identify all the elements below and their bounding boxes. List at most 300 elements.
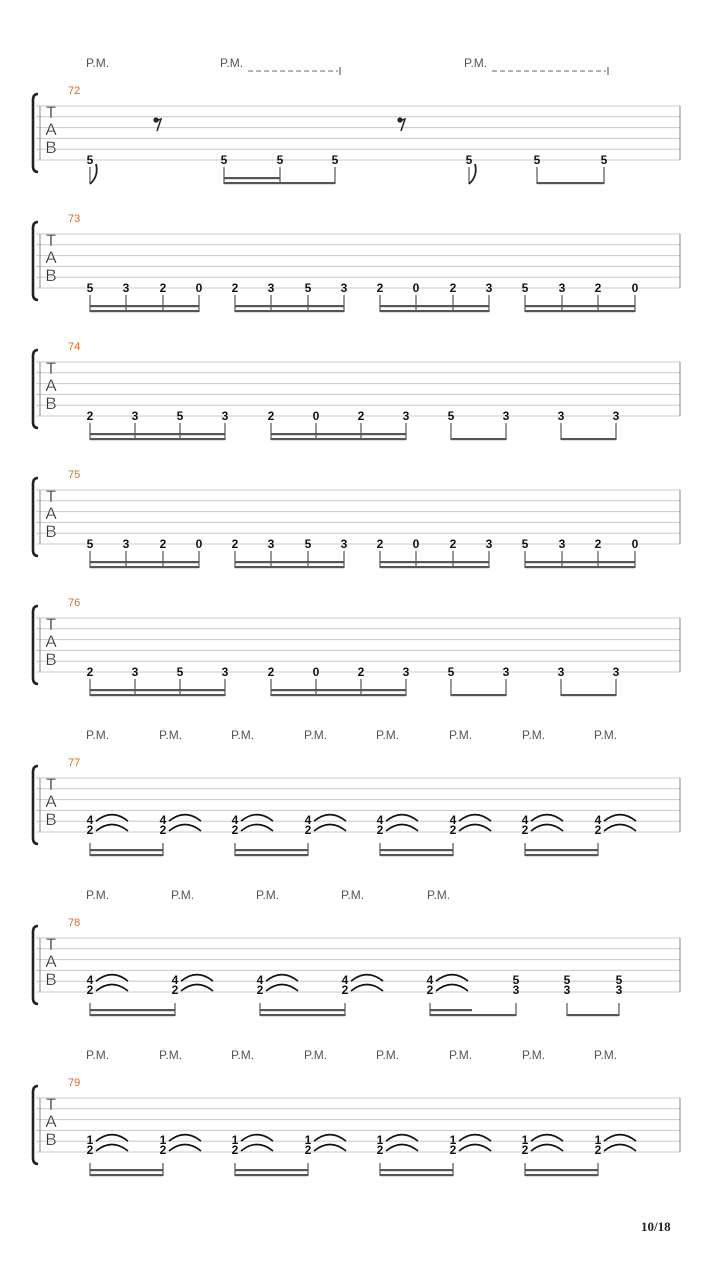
chord-fret-upper: 4 xyxy=(426,973,434,988)
beam-secondary xyxy=(271,433,406,435)
tie-arc-lower xyxy=(241,1145,273,1152)
measure-number: 72 xyxy=(68,85,81,97)
palm-mute-label: P.M. xyxy=(341,888,365,902)
note-flag xyxy=(469,164,476,184)
tie-arc-upper xyxy=(386,815,418,822)
fret-number: 0 xyxy=(312,409,320,423)
beam-primary xyxy=(90,1174,163,1176)
tie-arc-lower xyxy=(386,825,418,832)
beam-primary xyxy=(271,694,406,696)
beam-primary xyxy=(271,438,406,440)
chord-fret-lower: 2 xyxy=(171,983,179,997)
chord-fret-lower: 2 xyxy=(304,823,312,837)
tab-clef-letter: B xyxy=(45,394,57,413)
tie-arc-upper xyxy=(266,975,298,982)
measure-number: 74 xyxy=(68,341,81,353)
note-group xyxy=(448,409,510,440)
palm-mute-label: P.M. xyxy=(449,1048,473,1062)
note-group xyxy=(232,813,346,856)
beam-secondary xyxy=(525,849,598,851)
tie-arc-upper xyxy=(314,815,346,822)
chord-fret-upper: 1 xyxy=(594,1133,602,1148)
note-group xyxy=(534,153,608,184)
tab-clef-letter: T xyxy=(45,775,57,794)
chord-fret-lower: 2 xyxy=(594,823,602,837)
fret-number: 2 xyxy=(231,281,239,295)
tie-arc-upper xyxy=(241,1135,273,1142)
palm-mute-label: P.M. xyxy=(86,56,110,70)
palm-mute-label: P.M. xyxy=(522,728,546,742)
fret-number: 3 xyxy=(131,665,139,679)
tie-arc-upper xyxy=(241,815,273,822)
beam-secondary xyxy=(90,561,199,563)
fret-number: 3 xyxy=(267,281,275,295)
fret-number: 5 xyxy=(86,281,94,295)
note-flag xyxy=(90,164,97,184)
beam-secondary xyxy=(380,849,453,851)
chord-fret-upper: 5 xyxy=(615,973,623,988)
fret-number: 0 xyxy=(412,537,420,551)
tie-arc-lower xyxy=(351,985,383,992)
beam-primary xyxy=(260,1014,345,1016)
fret-number: 5 xyxy=(521,537,529,551)
tie-arc-upper xyxy=(181,975,213,982)
fret-number: 5 xyxy=(600,153,608,167)
fret-number: 2 xyxy=(376,537,384,551)
palm-mute-label: P.M. xyxy=(427,888,451,902)
fret-number: 2 xyxy=(267,665,275,679)
note-group xyxy=(448,665,510,696)
fret-number: 2 xyxy=(159,537,167,551)
chord-fret-upper: 1 xyxy=(159,1133,167,1148)
tab-clef-letter: B xyxy=(45,266,57,285)
chord-fret-lower: 2 xyxy=(521,1143,529,1157)
chord-fret-lower: 2 xyxy=(86,983,94,997)
chord-fret-upper: 4 xyxy=(521,813,529,828)
chord-fret-lower: 2 xyxy=(304,1143,312,1157)
fret-number: 2 xyxy=(159,281,167,295)
chord-fret-upper: 1 xyxy=(231,1133,239,1148)
measure-number: 73 xyxy=(68,213,81,225)
fret-number: 3 xyxy=(485,281,493,295)
tie-arc-upper xyxy=(96,975,128,982)
beam-primary xyxy=(430,1014,516,1016)
tie-arc-lower xyxy=(169,1145,201,1152)
palm-mute-label: P.M. xyxy=(159,728,183,742)
note-group xyxy=(377,813,491,856)
note-group xyxy=(87,1133,201,1176)
beam-primary xyxy=(235,310,344,312)
note-group xyxy=(87,409,229,440)
tie-arc-upper xyxy=(436,975,468,982)
fret-number: 5 xyxy=(276,153,284,167)
palm-mute-label: P.M. xyxy=(256,888,280,902)
beam-primary xyxy=(567,1014,619,1016)
beam-secondary xyxy=(525,561,635,563)
tab-clef-letter: B xyxy=(45,970,57,989)
beam-secondary xyxy=(235,561,344,563)
beam-primary xyxy=(525,566,635,568)
beam-primary xyxy=(90,566,199,568)
beam-secondary xyxy=(90,689,225,691)
tab-system-76 xyxy=(33,597,680,696)
note-group xyxy=(558,665,620,696)
palm-mute-label: P.M. xyxy=(220,56,244,70)
tab-clef-letter: A xyxy=(45,120,57,139)
chord-fret-upper: 4 xyxy=(86,973,94,988)
measure-number: 75 xyxy=(68,469,81,481)
measure-number: 79 xyxy=(68,1077,81,1089)
tie-arc-upper xyxy=(604,1135,636,1142)
tie-arc-lower xyxy=(314,825,346,832)
tab-clef-letter: T xyxy=(45,935,57,954)
palm-mute-label: P.M. xyxy=(86,1048,110,1062)
tie-arc-upper xyxy=(604,815,636,822)
note-group xyxy=(522,1133,636,1176)
beam-primary xyxy=(561,438,616,440)
tie-arc-lower xyxy=(531,1145,563,1152)
chord-fret-upper: 1 xyxy=(304,1133,312,1148)
chord-fret-upper: 4 xyxy=(231,813,239,828)
fret-number: 2 xyxy=(449,537,457,551)
beam-primary xyxy=(561,694,616,696)
beam-secondary xyxy=(430,1009,472,1011)
fret-number: 2 xyxy=(594,537,602,551)
palm-mute-label: P.M. xyxy=(171,888,195,902)
beam-secondary xyxy=(525,1169,598,1171)
fret-number: 2 xyxy=(86,665,94,679)
note-group xyxy=(232,537,348,568)
fret-number: 2 xyxy=(357,665,365,679)
beam-secondary xyxy=(525,305,635,307)
fret-number: 3 xyxy=(612,409,620,423)
beam-primary xyxy=(235,854,308,856)
fret-number: 3 xyxy=(502,409,510,423)
beam-secondary xyxy=(235,305,344,307)
chord-fret-lower: 2 xyxy=(426,983,434,997)
note-group xyxy=(377,537,493,568)
chord-fret-lower: 3 xyxy=(512,983,520,997)
fret-number: 3 xyxy=(340,281,348,295)
fret-number: 3 xyxy=(221,665,229,679)
fret-number: 5 xyxy=(533,153,541,167)
chord-fret-lower: 3 xyxy=(563,983,571,997)
tie-arc-lower xyxy=(181,985,213,992)
tie-arc-upper xyxy=(96,1135,128,1142)
beam-secondary xyxy=(224,177,280,179)
note-group xyxy=(232,1133,346,1176)
chord-fret-upper: 1 xyxy=(449,1133,457,1148)
tie-arc-upper xyxy=(351,975,383,982)
note-group xyxy=(221,153,339,184)
chord-fret-upper: 4 xyxy=(256,973,264,988)
fret-number: 3 xyxy=(557,665,565,679)
beam-primary xyxy=(380,1174,453,1176)
beam-primary xyxy=(525,310,635,312)
chord-fret-upper: 4 xyxy=(304,813,312,828)
fret-number: 0 xyxy=(312,665,320,679)
fret-number: 0 xyxy=(412,281,420,295)
chord-fret-upper: 4 xyxy=(159,813,167,828)
fret-number: 3 xyxy=(612,665,620,679)
chord-fret-lower: 2 xyxy=(256,983,264,997)
note-group xyxy=(232,281,348,312)
measure-number: 78 xyxy=(68,917,81,929)
chord-fret-upper: 4 xyxy=(171,973,179,988)
beam-secondary xyxy=(271,689,406,691)
tie-arc-upper xyxy=(169,815,201,822)
beam-secondary xyxy=(235,849,308,851)
chord-fret-upper: 4 xyxy=(86,813,94,828)
fret-number: 3 xyxy=(340,537,348,551)
tie-arc-lower xyxy=(604,825,636,832)
fret-number: 3 xyxy=(558,537,566,551)
tab-system-77 xyxy=(33,728,680,856)
tie-arc-lower xyxy=(459,825,491,832)
fret-number: 5 xyxy=(331,153,339,167)
chord-fret-upper: 4 xyxy=(594,813,602,828)
tab-clef-letter: A xyxy=(45,632,57,651)
tie-arc-upper xyxy=(531,815,563,822)
chord-fret-lower: 2 xyxy=(376,1143,384,1157)
chord-fret-upper: 4 xyxy=(449,813,457,828)
tie-arc-lower xyxy=(96,985,128,992)
fret-number: 3 xyxy=(502,665,510,679)
beam-secondary xyxy=(380,1169,453,1171)
fret-number: 0 xyxy=(631,537,639,551)
fret-number: 5 xyxy=(86,537,94,551)
beam-primary xyxy=(525,854,598,856)
fret-number: 5 xyxy=(304,537,312,551)
palm-mute-label: P.M. xyxy=(522,1048,546,1062)
palm-mute-label: P.M. xyxy=(449,728,473,742)
beam-primary xyxy=(537,182,604,184)
beam-secondary xyxy=(380,561,489,563)
tab-clef-letter: T xyxy=(45,615,57,634)
chord-fret-lower: 2 xyxy=(594,1143,602,1157)
beam-secondary xyxy=(90,433,225,435)
beam-primary xyxy=(90,694,225,696)
tie-arc-upper xyxy=(459,815,491,822)
fret-number: 3 xyxy=(402,665,410,679)
tab-system-72 xyxy=(33,56,680,184)
chord-fret-lower: 2 xyxy=(376,823,384,837)
fret-number: 5 xyxy=(521,281,529,295)
note-group xyxy=(522,537,639,568)
fret-number: 2 xyxy=(86,409,94,423)
chord-fret-upper: 4 xyxy=(341,973,349,988)
beam-secondary xyxy=(380,305,489,307)
tab-clef-letter: T xyxy=(45,487,57,506)
fret-number: 2 xyxy=(357,409,365,423)
tab-clef-letter: B xyxy=(45,810,57,829)
tie-arc-upper xyxy=(386,1135,418,1142)
note-group xyxy=(377,281,493,312)
tie-arc-lower xyxy=(96,1145,128,1152)
palm-mute-label: P.M. xyxy=(376,728,400,742)
note-group xyxy=(268,409,410,440)
chord-fret-lower: 2 xyxy=(159,1143,167,1157)
beam-primary xyxy=(525,1174,598,1176)
fret-number: 3 xyxy=(122,281,130,295)
tab-system-78 xyxy=(33,888,680,1016)
fret-number: 2 xyxy=(594,281,602,295)
chord-fret-upper: 1 xyxy=(86,1133,94,1148)
beam-primary xyxy=(380,566,489,568)
note-group xyxy=(377,1133,491,1176)
tab-clef-letter: B xyxy=(45,522,57,541)
tie-arc-lower xyxy=(241,825,273,832)
fret-number: 5 xyxy=(176,665,184,679)
palm-mute-label: P.M. xyxy=(86,888,110,902)
chord-fret-lower: 2 xyxy=(341,983,349,997)
beam-secondary xyxy=(235,1169,308,1171)
chord-fret-lower: 2 xyxy=(231,823,239,837)
palm-mute-label: P.M. xyxy=(594,1048,618,1062)
note-group xyxy=(87,973,213,1016)
beam-primary xyxy=(235,1174,308,1176)
chord-fret-upper: 1 xyxy=(376,1133,384,1148)
beam-primary xyxy=(451,694,506,696)
fret-number: 0 xyxy=(195,281,203,295)
tie-arc-upper xyxy=(96,815,128,822)
tie-arc-upper xyxy=(314,1135,346,1142)
tab-clef-letter: A xyxy=(45,376,57,395)
palm-mute-label: P.M. xyxy=(594,728,618,742)
beam-secondary xyxy=(90,305,199,307)
note-group xyxy=(87,665,229,696)
fret-number: 3 xyxy=(558,281,566,295)
beam-primary xyxy=(380,854,453,856)
tab-clef-letter: B xyxy=(45,138,57,157)
fret-number: 5 xyxy=(176,409,184,423)
tie-arc-lower xyxy=(604,1145,636,1152)
beam-secondary xyxy=(90,849,163,851)
fret-number: 3 xyxy=(221,409,229,423)
beam-primary xyxy=(90,1014,175,1016)
tab-clef-letter: A xyxy=(45,504,57,523)
fret-number: 3 xyxy=(402,409,410,423)
beam-primary xyxy=(224,182,335,184)
beam-secondary xyxy=(90,1169,163,1171)
tie-arc-lower xyxy=(459,1145,491,1152)
tie-arc-upper xyxy=(459,1135,491,1142)
beam-primary xyxy=(380,310,489,312)
tab-clef-letter: A xyxy=(45,248,57,267)
chord-fret-lower: 2 xyxy=(159,823,167,837)
tab-clef-letter: A xyxy=(45,1112,57,1131)
fret-number: 0 xyxy=(195,537,203,551)
chord-fret-lower: 2 xyxy=(449,1143,457,1157)
tie-arc-upper xyxy=(169,1135,201,1142)
fret-number: 5 xyxy=(304,281,312,295)
chord-fret-lower: 2 xyxy=(231,1143,239,1157)
note-group xyxy=(558,409,620,440)
tab-clef-letter: A xyxy=(45,952,57,971)
tie-arc-lower xyxy=(436,985,468,992)
fret-number: 0 xyxy=(631,281,639,295)
tie-arc-lower xyxy=(266,985,298,992)
chord-fret-upper: 1 xyxy=(521,1133,529,1148)
tab-clef-letter: T xyxy=(45,103,57,122)
tab-system-79 xyxy=(33,1048,680,1176)
measure-number: 77 xyxy=(68,757,81,769)
chord-fret-lower: 2 xyxy=(521,823,529,837)
fret-number: 3 xyxy=(131,409,139,423)
tie-arc-upper xyxy=(531,1135,563,1142)
tie-arc-lower xyxy=(314,1145,346,1152)
palm-mute-label: P.M. xyxy=(159,1048,183,1062)
fret-number: 5 xyxy=(447,409,455,423)
fret-number: 2 xyxy=(267,409,275,423)
fret-number: 3 xyxy=(557,409,565,423)
page-number: 10/18 xyxy=(641,1219,671,1234)
note-group xyxy=(427,973,520,1016)
tie-arc-lower xyxy=(169,825,201,832)
chord-fret-lower: 3 xyxy=(615,983,623,997)
palm-mute-label: P.M. xyxy=(464,56,488,70)
fret-number: 3 xyxy=(485,537,493,551)
beam-primary xyxy=(235,566,344,568)
palm-mute-label: P.M. xyxy=(86,728,110,742)
tab-clef-letter: T xyxy=(45,359,57,378)
note-group xyxy=(522,813,636,856)
beam-secondary xyxy=(90,1009,175,1011)
note-group xyxy=(87,537,203,568)
tie-arc-lower xyxy=(96,825,128,832)
tab-clef-letter: T xyxy=(45,231,57,250)
fret-number: 5 xyxy=(86,153,94,167)
tab-system-74 xyxy=(33,341,680,440)
note-group xyxy=(564,973,623,1016)
fret-number: 5 xyxy=(220,153,228,167)
beam-primary xyxy=(451,438,506,440)
measure-number: 76 xyxy=(68,597,81,609)
beam-primary xyxy=(90,438,225,440)
chord-fret-upper: 5 xyxy=(563,973,571,988)
palm-mute-label: P.M. xyxy=(231,1048,255,1062)
fret-number: 3 xyxy=(122,537,130,551)
palm-mute-label: P.M. xyxy=(231,728,255,742)
tab-system-75 xyxy=(33,469,680,568)
beam-secondary xyxy=(260,1009,345,1011)
note-group xyxy=(257,973,383,1016)
fret-number: 3 xyxy=(267,537,275,551)
tab-clef-letter: A xyxy=(45,792,57,811)
tie-arc-lower xyxy=(386,1145,418,1152)
fret-number: 5 xyxy=(465,153,473,167)
fret-number: 5 xyxy=(447,665,455,679)
palm-mute-label: P.M. xyxy=(304,1048,328,1062)
chord-fret-upper: 5 xyxy=(512,973,520,988)
note-group xyxy=(87,281,203,312)
beam-primary xyxy=(90,310,199,312)
note-group xyxy=(268,665,410,696)
tab-clef-letter: B xyxy=(45,1130,57,1149)
note-group xyxy=(87,813,201,856)
palm-mute-label: P.M. xyxy=(376,1048,400,1062)
tab-clef-letter: B xyxy=(45,650,57,669)
chord-fret-upper: 4 xyxy=(376,813,384,828)
tie-arc-lower xyxy=(531,825,563,832)
chord-fret-lower: 2 xyxy=(86,1143,94,1157)
note-group xyxy=(522,281,639,312)
fret-number: 2 xyxy=(376,281,384,295)
tab-system-73 xyxy=(33,213,680,312)
palm-mute-label: P.M. xyxy=(304,728,328,742)
fret-number: 2 xyxy=(231,537,239,551)
chord-fret-lower: 2 xyxy=(86,823,94,837)
